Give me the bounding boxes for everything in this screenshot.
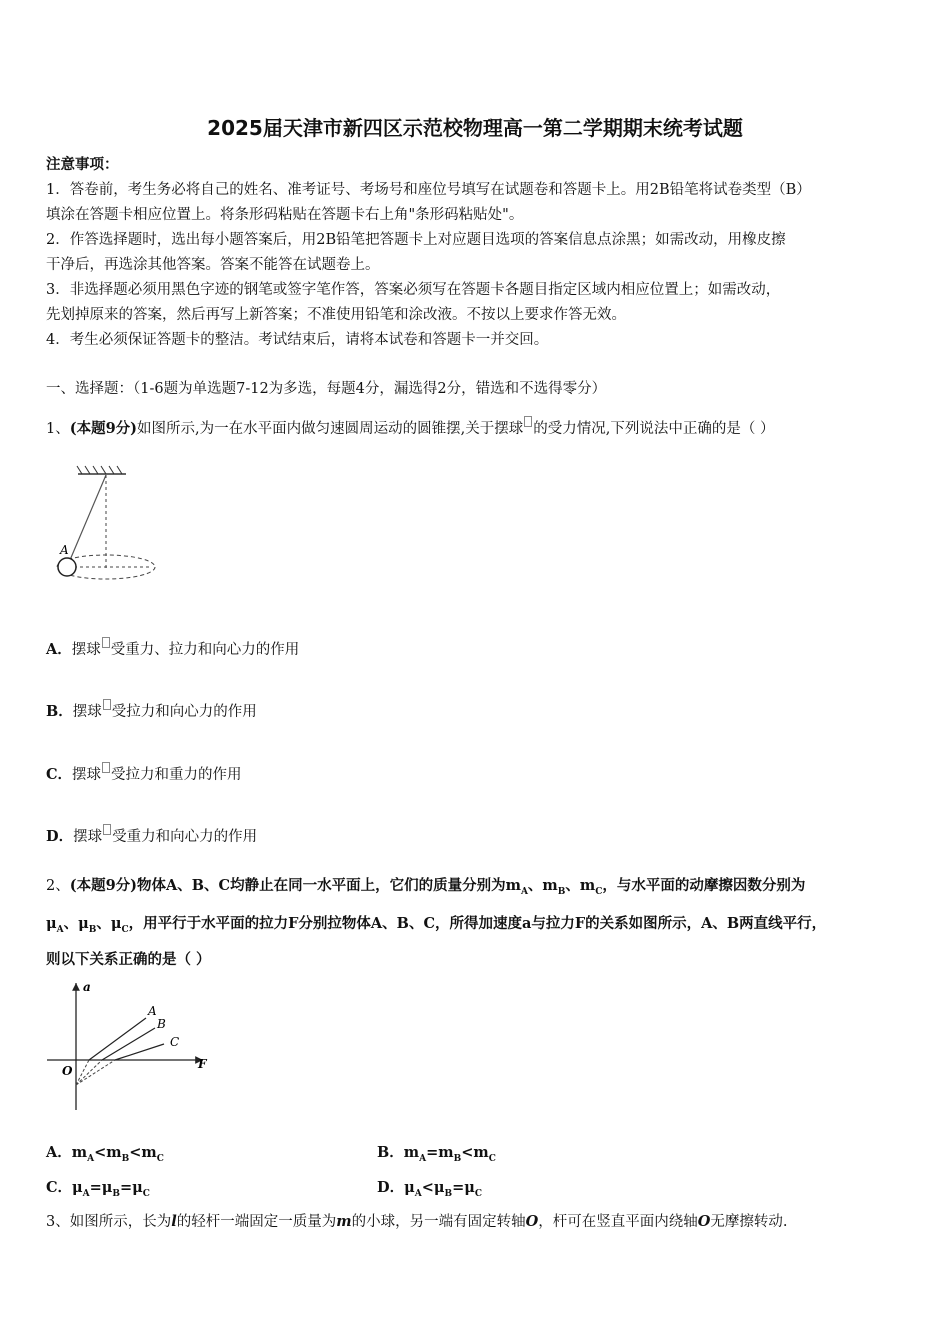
- text-run: ，用平行于水平面的拉力F分别拉物体A、B、C，所得加速度a与拉力F的关系如图所示，A、B两直线平行，: [128, 915, 827, 932]
- subscript: C: [595, 886, 603, 897]
- option-letter: C．: [46, 1179, 73, 1196]
- text-run: =μ: [452, 1179, 475, 1196]
- subscript: A: [56, 924, 64, 935]
- question-text: 如图所示,为一在水平面内做匀速圆周运动的圆锥摆,关于摆球: [137, 421, 524, 437]
- text-run: 、m: [527, 877, 558, 894]
- subscript: B: [453, 1153, 462, 1164]
- text-run: m: [71, 1144, 88, 1161]
- option-letter: D．: [377, 1179, 405, 1196]
- line-label: A: [148, 1004, 157, 1018]
- variable: O: [697, 1213, 711, 1230]
- option-text: 受拉力和向心力的作用: [111, 704, 257, 720]
- pendulum-label: A: [60, 543, 69, 557]
- question-number: 3、: [46, 1214, 70, 1230]
- x-axis-label: F: [198, 1057, 207, 1071]
- subscript: C: [142, 1188, 150, 1199]
- option-a: [46, 1141, 164, 1164]
- option-text: 摆球: [73, 829, 103, 845]
- text-run: =μ: [120, 1179, 143, 1196]
- missing-glyph-icon: [103, 824, 111, 835]
- text-run: ，与水平面的动摩擦因数分别为: [602, 877, 806, 894]
- option-text: 受重力和向心力的作用: [112, 829, 258, 845]
- text-run: ，杆可在竖直平面内绕轴: [538, 1214, 698, 1230]
- subscript: A: [82, 1188, 90, 1199]
- text-run: <m: [129, 1144, 157, 1161]
- notice-line: 填涂在答题卡相应位置上。将条形码粘贴在答题卡右上角"条形码粘贴处"。: [46, 207, 524, 223]
- origin-label: O: [62, 1064, 73, 1078]
- text-run: 的轻杆一端固定一质量为: [176, 1214, 337, 1230]
- notice-line: 2．作答选择题时，选出每小题答案后，用2B铅笔把答题卡上对应题目选项的答案信息点涂黑；如需改动，用橡皮擦: [46, 232, 786, 248]
- text-run: 、μ: [96, 915, 122, 932]
- text-run: 、m: [565, 877, 596, 894]
- option-b: [377, 1141, 496, 1164]
- notice-line: 3．非选择题必须用黑色字迹的钢笔或签字笔作答，答案必须写在答题卡各题目指定区域内相应位置上；如需改动，: [46, 282, 781, 298]
- subscript: C: [121, 924, 129, 935]
- y-axis-label: a: [83, 980, 91, 994]
- notice-line: 1．答卷前，考生务必将自己的姓名、准考证号、考场号和座位号填写在试题卷和答题卡上。用2B铅笔将试卷类型（B）: [46, 182, 811, 198]
- text-run: <μ: [421, 1179, 445, 1196]
- subscript: C: [488, 1153, 496, 1164]
- line-label: C: [170, 1035, 180, 1049]
- acceleration-force-graph: [45, 975, 220, 1115]
- text-run: 如图所示，长为: [69, 1214, 172, 1230]
- section-heading: 一、选择题：（1-6题为单选题7-12为多选，每题4分，漏选得2分，错选和不选得零分）: [46, 381, 607, 397]
- text-run: 无摩擦转动.: [710, 1214, 788, 1230]
- line-label: B: [157, 1017, 166, 1031]
- variable: m: [336, 1213, 352, 1230]
- question-2: [46, 874, 805, 897]
- question-tag: (本题9分): [69, 877, 138, 894]
- text-run: m: [403, 1144, 420, 1161]
- question-text: [137, 877, 806, 897]
- text-run: <m: [94, 1144, 122, 1161]
- subscript: C: [474, 1188, 482, 1199]
- text-run: <m: [461, 1144, 489, 1161]
- notice-line: 干净后，再选涂其他答案。答案不能答在试题卷上。: [46, 257, 380, 273]
- text-run: =μ: [89, 1179, 113, 1196]
- conical-pendulum-figure: [50, 460, 165, 585]
- option-letter: B．: [377, 1144, 404, 1161]
- missing-glyph-icon: [102, 762, 110, 773]
- notice-heading: 注意事项：: [46, 156, 119, 173]
- subscript: A: [414, 1188, 422, 1199]
- question-text: 则以下关系正确的是（ ）: [46, 951, 211, 968]
- question-number: 2、: [46, 878, 70, 894]
- option-letter: A．: [46, 641, 72, 658]
- missing-glyph-icon: [103, 699, 111, 710]
- subscript: B: [557, 886, 566, 897]
- text-run: =m: [426, 1144, 454, 1161]
- question-3: [46, 1210, 787, 1231]
- page-title: 2025届天津市新四区示范校物理高一第二学期期末统考试题: [207, 116, 743, 140]
- subscript: B: [88, 924, 97, 935]
- option-letter: B．: [46, 703, 73, 720]
- subscript: A: [520, 886, 528, 897]
- option-text: 摆球: [72, 704, 102, 720]
- option-c: [46, 1176, 150, 1199]
- text-run: 物体A、B、C均静止在同一水平面上，它们的质量分别为m: [137, 877, 521, 894]
- option-a: [46, 637, 299, 659]
- option-text: 摆球: [72, 767, 102, 783]
- subscript: A: [87, 1153, 95, 1164]
- text-run: μ: [72, 1179, 83, 1196]
- variable: O: [525, 1213, 539, 1230]
- question-tag: (本题9分): [69, 420, 138, 437]
- option-c: [46, 762, 242, 784]
- option-letter: C．: [46, 766, 73, 783]
- subscript: B: [444, 1188, 453, 1199]
- option-text: 受拉力和重力的作用: [111, 767, 242, 783]
- variable: l: [171, 1213, 177, 1230]
- missing-glyph-icon: [524, 416, 532, 427]
- option-letter: D．: [46, 828, 74, 845]
- subscript: B: [112, 1188, 121, 1199]
- option-b: [46, 699, 257, 721]
- subscript: A: [419, 1153, 427, 1164]
- question-number: 1、: [46, 421, 70, 437]
- text-run: μ: [46, 915, 57, 932]
- subscript: C: [156, 1153, 164, 1164]
- notice-line: 先划掉原来的答案，然后再写上新答案；不准使用铅笔和涂改液。不按以上要求作答无效。: [46, 307, 626, 323]
- subscript: B: [121, 1153, 130, 1164]
- option-d: [377, 1176, 482, 1199]
- question-text: [46, 912, 826, 935]
- option-d: [46, 824, 257, 846]
- option-text: 受重力、拉力和向心力的作用: [110, 642, 300, 658]
- question-1: [46, 416, 774, 438]
- text-run: 、μ: [63, 915, 89, 932]
- text-run: 的小球，另一端有固定转轴: [351, 1214, 526, 1230]
- question-text: 的受力情况,下列说法中正确的是（ ）: [533, 421, 775, 437]
- option-text: 摆球: [71, 642, 101, 658]
- notice-line: 4．考生必须保证答题卡的整洁。考试结束后，请将本试卷和答题卡一并交回。: [46, 332, 549, 348]
- missing-glyph-icon: [102, 637, 110, 648]
- text-run: μ: [404, 1179, 415, 1196]
- option-letter: A．: [46, 1144, 72, 1161]
